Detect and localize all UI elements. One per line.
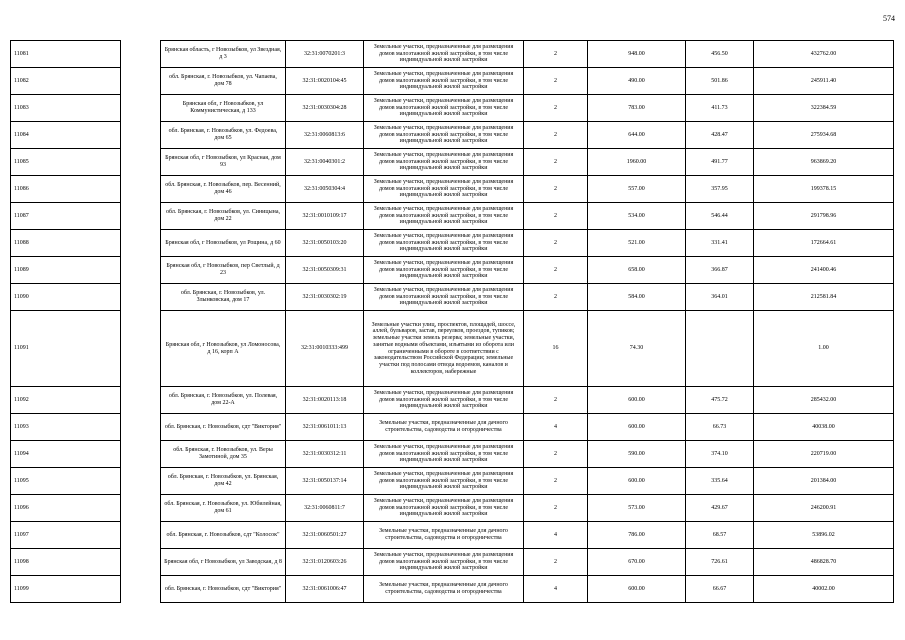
table-row (11, 414, 894, 441)
cell-purpose: Земельные участки, предназначенные для дачного строительства, садоводства и огородничества (364, 414, 524, 441)
cell-address: Брянская область, г Новозыбков, ул Звездная, д 3 (161, 41, 286, 68)
table-row (11, 311, 894, 387)
table-row (11, 149, 894, 176)
row-number: 11099 (11, 576, 121, 603)
row-number: 11081 (11, 41, 121, 68)
cell-rate: 68.57 (686, 522, 754, 549)
cell-value: 291798.96 (754, 203, 894, 230)
cell-cadastral: 32:31:0010109:17 (286, 203, 364, 230)
cell-purpose: Земельные участки, предназначенные для размещения домов малоэтажной жилой застройки, в том числе индивидуальной жилой застройки (364, 468, 524, 495)
cell-cadastral: 32:31:0030312:11 (286, 441, 364, 468)
cell-group: 2 (524, 495, 588, 522)
cell-address: Брянская обл, г Новозыбков, пер Светлый, д 23 (161, 257, 286, 284)
row-number: 11095 (11, 468, 121, 495)
cell-address: Брянская обл, г Новозыбков, ул Коммунистическая, д 133 (161, 95, 286, 122)
cell-purpose: Земельные участки, предназначенные для размещения домов малоэтажной жилой застройки, в том числе индивидуальной жилой застройки (364, 203, 524, 230)
cell-group: 2 (524, 95, 588, 122)
cell-cadastral: 32:31:0030304:28 (286, 95, 364, 122)
cell-area: 600.00 (588, 576, 686, 603)
cell-group: 4 (524, 414, 588, 441)
row-number: 11084 (11, 122, 121, 149)
cell-rate: 429.67 (686, 495, 754, 522)
cell-group: 16 (524, 311, 588, 387)
cell-address: обл. Брянская, г. Новозыбков, ул. Полевая, дом 22-А (161, 387, 286, 414)
spacer-cell (121, 230, 161, 257)
cell-area: 670.00 (588, 549, 686, 576)
spacer-cell (121, 549, 161, 576)
cell-value: 245911.40 (754, 68, 894, 95)
spacer-cell (121, 176, 161, 203)
cell-area: 600.00 (588, 387, 686, 414)
cell-value: 322384.59 (754, 95, 894, 122)
table-row (11, 122, 894, 149)
cell-value: 275934.68 (754, 122, 894, 149)
cell-group: 2 (524, 441, 588, 468)
table-row (11, 284, 894, 311)
cell-area: 584.00 (588, 284, 686, 311)
spacer-cell (121, 41, 161, 68)
cell-address: Брянская обл, г Новозыбков, ул Рощина, д 60 (161, 230, 286, 257)
cell-purpose: Земельные участки, предназначенные для размещения домов малоэтажной жилой застройки, в том числе индивидуальной жилой застройки (364, 549, 524, 576)
cell-rate: 546.44 (686, 203, 754, 230)
spacer-cell (121, 122, 161, 149)
row-number: 11085 (11, 149, 121, 176)
table-row (11, 387, 894, 414)
cell-value: 201384.00 (754, 468, 894, 495)
cell-purpose: Земельные участки, предназначенные для размещения домов малоэтажной жилой застройки, в том числе индивидуальной жилой застройки (364, 122, 524, 149)
cell-rate: 366.87 (686, 257, 754, 284)
cell-value: 241400.46 (754, 257, 894, 284)
cell-value: 53896.02 (754, 522, 894, 549)
cell-area: 600.00 (588, 414, 686, 441)
table-row (11, 522, 894, 549)
cell-purpose: Земельные участки, предназначенные для размещения домов малоэтажной жилой застройки, в том числе индивидуальной жилой застройки (364, 284, 524, 311)
cell-value: 963869.20 (754, 149, 894, 176)
cell-group: 2 (524, 257, 588, 284)
table-row (11, 441, 894, 468)
cell-area: 1960.00 (588, 149, 686, 176)
cell-cadastral: 32:31:0040301:2 (286, 149, 364, 176)
row-number: 11097 (11, 522, 121, 549)
cell-address: обл. Брянская, г. Новозыбков, ул. Чапаева, дом 78 (161, 68, 286, 95)
cell-rate: 475.72 (686, 387, 754, 414)
cell-purpose: Земельные участки, предназначенные для размещения домов малоэтажной жилой застройки, в том числе индивидуальной жилой застройки (364, 257, 524, 284)
cell-cadastral: 32:31:0050137:14 (286, 468, 364, 495)
cell-group: 4 (524, 522, 588, 549)
row-number: 11093 (11, 414, 121, 441)
cell-rate: 726.61 (686, 549, 754, 576)
cell-address: обл. Брянская, г. Новозыбков, ул. Синицына, дом 22 (161, 203, 286, 230)
cell-value: 212581.84 (754, 284, 894, 311)
cell-purpose: Земельные участки, предназначенные для размещения домов малоэтажной жилой застройки, в том числе индивидуальной жилой застройки (364, 495, 524, 522)
cell-group: 2 (524, 549, 588, 576)
cell-address: Брянская обл, г Новозыбков, ул Заводская, д 8 (161, 549, 286, 576)
cell-rate: 374.10 (686, 441, 754, 468)
cell-group: 2 (524, 176, 588, 203)
row-number: 11091 (11, 311, 121, 387)
cell-rate: 411.73 (686, 95, 754, 122)
cell-group: 2 (524, 149, 588, 176)
table-row (11, 68, 894, 95)
cell-address: обл. Брянская, г. Новозыбков, ул. Веры Замотиной, дом 35 (161, 441, 286, 468)
cell-value: 40038.00 (754, 414, 894, 441)
spacer-cell (121, 203, 161, 230)
cell-address: обл. Брянская, г. Новозыбков, ул. Юбилейная, дом 61 (161, 495, 286, 522)
cell-group: 2 (524, 387, 588, 414)
row-number: 11087 (11, 203, 121, 230)
table-row (11, 176, 894, 203)
cell-value: 172664.61 (754, 230, 894, 257)
cell-address: Брянская обл, г Новозыбков, ул Красная, дом 93 (161, 149, 286, 176)
spacer-cell (121, 68, 161, 95)
cell-purpose: Земельные участки, предназначенные для дачного строительства, садоводства и огородничества (364, 576, 524, 603)
cell-area: 573.00 (588, 495, 686, 522)
cell-group: 2 (524, 122, 588, 149)
cell-value: 285432.00 (754, 387, 894, 414)
cell-area: 557.00 (588, 176, 686, 203)
spacer-cell (121, 414, 161, 441)
cell-address: Брянская обл, г Новозыбков, ул Ломоносова, д 16, корп А (161, 311, 286, 387)
cell-rate: 501.86 (686, 68, 754, 95)
cell-group: 4 (524, 576, 588, 603)
cell-cadastral: 32:31:0070201:3 (286, 41, 364, 68)
row-number: 11090 (11, 284, 121, 311)
spacer-cell (121, 441, 161, 468)
spacer-cell (121, 311, 161, 387)
cell-purpose: Земельные участки, предназначенные для размещения домов малоэтажной жилой застройки, в том числе индивидуальной жилой застройки (364, 68, 524, 95)
cell-cadastral: 32:31:0061006:47 (286, 576, 364, 603)
table-row (11, 203, 894, 230)
cell-address: обл. Брянская, г. Новозыбков, сдт "Виктория" (161, 576, 286, 603)
cell-rate: 66.67 (686, 576, 754, 603)
table-row (11, 230, 894, 257)
cell-cadastral: 32:31:0020104:45 (286, 68, 364, 95)
row-number: 11086 (11, 176, 121, 203)
cell-cadastral: 32:31:0010333:499 (286, 311, 364, 387)
cell-address: обл. Брянская, г. Новозыбков, ул. Злынковская, дом 17 (161, 284, 286, 311)
spacer-cell (121, 387, 161, 414)
cell-value: 486828.70 (754, 549, 894, 576)
cell-rate: 335.64 (686, 468, 754, 495)
cell-cadastral: 32:31:0060813:6 (286, 122, 364, 149)
cell-purpose: Земельные участки, предназначенные для размещения домов малоэтажной жилой застройки, в том числе индивидуальной жилой застройки (364, 176, 524, 203)
cell-rate: 357.95 (686, 176, 754, 203)
table-row (11, 468, 894, 495)
cell-rate: 456.50 (686, 41, 754, 68)
cell-value: 432762.00 (754, 41, 894, 68)
cell-cadastral: 32:31:0030302:19 (286, 284, 364, 311)
cell-address: обл. Брянская, г. Новозыбков, пер. Весенний, дом 46 (161, 176, 286, 203)
cell-value: 1.00 (754, 311, 894, 387)
row-number: 11083 (11, 95, 121, 122)
cell-address: обл. Брянская, г. Новозыбков, сдт "Виктория" (161, 414, 286, 441)
cell-rate (686, 311, 754, 387)
row-number: 11082 (11, 68, 121, 95)
cell-area: 658.00 (588, 257, 686, 284)
cell-group: 2 (524, 41, 588, 68)
cell-area: 644.00 (588, 122, 686, 149)
cell-cadastral: 32:31:0061011:13 (286, 414, 364, 441)
cell-purpose: Земельные участки, предназначенные для размещения домов малоэтажной жилой застройки, в том числе индивидуальной жилой застройки (364, 41, 524, 68)
cell-purpose: Земельные участки, предназначенные для размещения домов малоэтажной жилой застройки, в том числе индивидуальной жилой застройки (364, 441, 524, 468)
cell-area: 534.00 (588, 203, 686, 230)
cell-cadastral: 32:31:0120603:26 (286, 549, 364, 576)
cell-rate: 428.47 (686, 122, 754, 149)
table-row (11, 41, 894, 68)
cell-area: 590.00 (588, 441, 686, 468)
cell-rate: 364.01 (686, 284, 754, 311)
cell-value: 40002.00 (754, 576, 894, 603)
cell-group: 2 (524, 203, 588, 230)
cell-rate: 491.77 (686, 149, 754, 176)
table-row (11, 549, 894, 576)
table-row (11, 257, 894, 284)
cell-value: 220719.00 (754, 441, 894, 468)
cell-purpose: Земельные участки улиц, проспектов, площадей, шоссе, аллей, бульваров, застав, переулков, проездов, тупиков; земельные участки земель резерва; земельные участки, занятые водными объектами, изъятыми из оборота или ограниченными в обороте в соответствии с законодательством Российской Федерации; земельные участки под полосами отвода водоемов, каналов и коллекторов, набережные (364, 311, 524, 387)
cell-area: 521.00 (588, 230, 686, 257)
cell-group: 2 (524, 468, 588, 495)
cell-purpose: Земельные участки, предназначенные для размещения домов малоэтажной жилой застройки, в том числе индивидуальной жилой застройки (364, 230, 524, 257)
spacer-cell (121, 284, 161, 311)
cell-cadastral: 32:31:0060501:27 (286, 522, 364, 549)
table-row (11, 95, 894, 122)
cell-cadastral: 32:31:0050103:20 (286, 230, 364, 257)
row-number: 11092 (11, 387, 121, 414)
cell-cadastral: 32:31:0060811:7 (286, 495, 364, 522)
cell-cadastral: 32:31:0050304:4 (286, 176, 364, 203)
spacer-cell (121, 522, 161, 549)
cell-address: обл. Брянская, г. Новозыбков, сдт "Колосок" (161, 522, 286, 549)
spacer-cell (121, 95, 161, 122)
cadastral-value-table (10, 40, 894, 603)
cell-purpose: Земельные участки, предназначенные для размещения домов малоэтажной жилой застройки, в том числе индивидуальной жилой застройки (364, 95, 524, 122)
cell-purpose: Земельные участки, предназначенные для размещения домов малоэтажной жилой застройки, в том числе индивидуальной жилой застройки (364, 149, 524, 176)
table-row (11, 576, 894, 603)
cell-rate: 66.73 (686, 414, 754, 441)
spacer-cell (121, 468, 161, 495)
cell-group: 2 (524, 230, 588, 257)
cell-purpose: Земельные участки, предназначенные для дачного строительства, садоводства и огородничества (364, 522, 524, 549)
cell-area: 600.00 (588, 468, 686, 495)
row-number: 11094 (11, 441, 121, 468)
spacer-cell (121, 149, 161, 176)
cell-area: 783.00 (588, 95, 686, 122)
page-number: 574 (883, 14, 895, 23)
cell-rate: 331.41 (686, 230, 754, 257)
cell-purpose: Земельные участки, предназначенные для размещения домов малоэтажной жилой застройки, в том числе индивидуальной жилой застройки (364, 387, 524, 414)
cell-value: 246200.91 (754, 495, 894, 522)
cell-value: 199378.15 (754, 176, 894, 203)
cell-area: 490.00 (588, 68, 686, 95)
cell-group: 2 (524, 284, 588, 311)
cell-cadastral: 32:31:0050309:31 (286, 257, 364, 284)
spacer-cell (121, 495, 161, 522)
cell-area: 74.30 (588, 311, 686, 387)
row-number: 11098 (11, 549, 121, 576)
cell-area: 786.00 (588, 522, 686, 549)
row-number: 11088 (11, 230, 121, 257)
cell-cadastral: 32:31:0020113:18 (286, 387, 364, 414)
table-row (11, 495, 894, 522)
row-number: 11089 (11, 257, 121, 284)
spacer-cell (121, 576, 161, 603)
cell-area: 948.00 (588, 41, 686, 68)
cell-address: обл. Брянская, г. Новозыбков, ул. Брянская, дом 42 (161, 468, 286, 495)
spacer-cell (121, 257, 161, 284)
row-number: 11096 (11, 495, 121, 522)
cell-address: обл. Брянская, г. Новозыбков, ул. Федоева, дом 65 (161, 122, 286, 149)
cell-group: 2 (524, 68, 588, 95)
